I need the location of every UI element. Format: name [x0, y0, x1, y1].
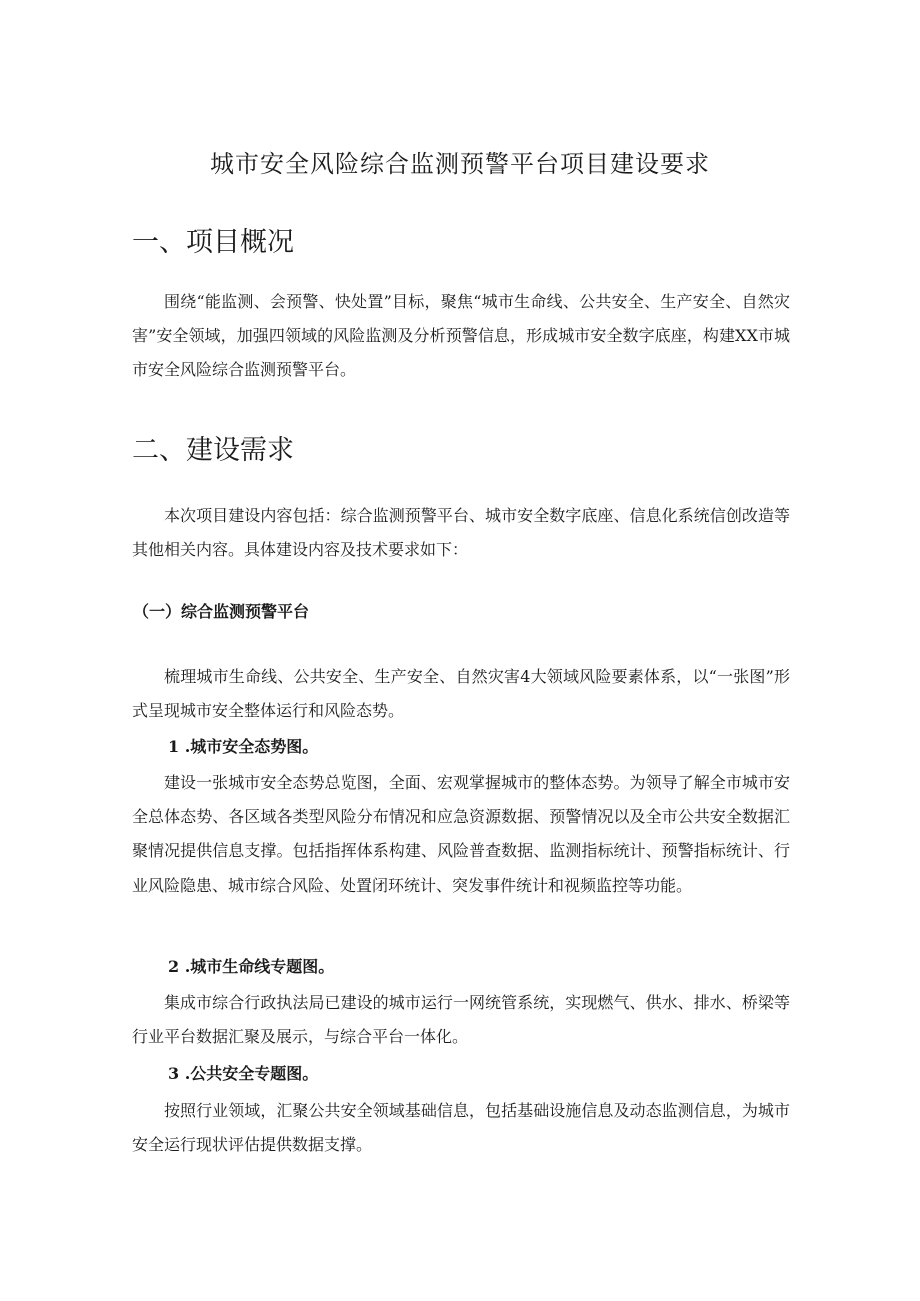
item-text-1: 建设一张城市安全态势总览图，全面、宏观掌握城市的整体态势。为领导了解全市城市安全总体态势、各区域各类型风险分布情况和应急资源数据、预警情况以及全市公共安全数据汇聚情况提供信息支撑。包括指挥体系构建、风险普查数据、监测指标统计、预警指标统计、行业风险隐患、城市综合风险、处置闭环统计、突发事件统计和视频监控等功能。	[132, 773, 790, 895]
item-heading-2: 2 .城市生命线专题图。	[168, 957, 335, 976]
item-text-3: 按照行业领域，汇聚公共安全领域基础信息，包括基础设施信息及动态监测信息，为城市安全运行现状评估提供数据支撑。	[132, 1101, 790, 1155]
document-title: 城市安全风险综合监测预警平台项目建设要求	[210, 150, 710, 178]
subsection-heading-platform: （一）综合监测预警平台	[133, 602, 310, 621]
platform-intro-paragraph: 梳理城市生命线、公共安全、生产安全、自然灾害4大领域风险要素体系，以“一张图”形式呈现城市安全整体运行和风险态势。	[132, 667, 790, 721]
item-text-2: 集成市综合行政执法局已建设的城市运行一网统管系统，实现燃气、供水、排水、桥梁等行业平台数据汇聚及展示，与综合平台一体化。	[132, 993, 790, 1047]
section-heading-overview: 一、项目概况	[132, 227, 294, 258]
section-heading-requirements: 二、建设需求	[132, 435, 294, 466]
requirements-paragraph: 本次项目建设内容包括：综合监测预警平台、城市安全数字底座、信息化系统信创改造等其他相关内容。具体建设内容及技术要求如下：	[132, 506, 790, 560]
item-heading-3: 3 .公共安全专题图。	[168, 1064, 319, 1083]
item-heading-1: 1 .城市安全态势图。	[168, 737, 319, 756]
overview-paragraph: 围绕“能监测、会预警、快处置”目标，聚焦“城市生命线、公共安全、生产安全、自然灾害”安全领域，加强四领域的风险监测及分析预警信息，形成城市安全数字底座，构建XX市城市安全风险综合监测预警平台。	[132, 292, 790, 380]
